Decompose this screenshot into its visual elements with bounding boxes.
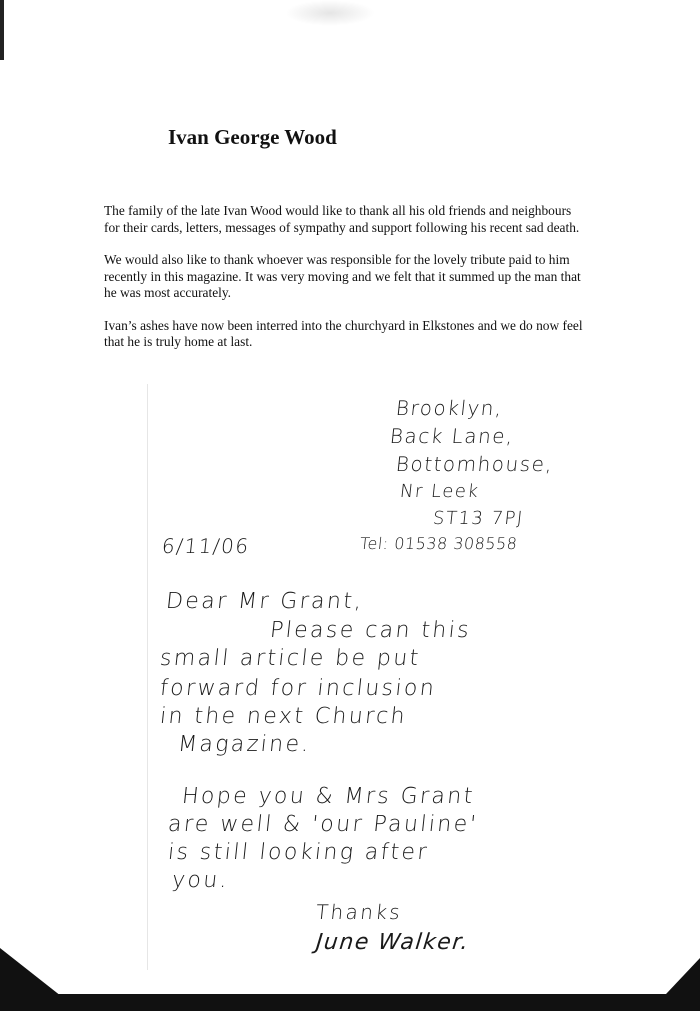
salutation: Dear Mr Grant, xyxy=(164,589,366,614)
letter-line: small article be put xyxy=(158,646,422,671)
article-paragraph: The family of the late Ivan Wood would like to thank all his old friends and neighbours for their cards, letters, messages of sympathy and support following his recent sad death. xyxy=(104,203,580,235)
thanks-line: Thanks xyxy=(314,900,404,924)
letter-line: in the next Church xyxy=(158,704,409,729)
address-line: Bottomhouse, xyxy=(394,452,555,476)
address-line: Brooklyn, xyxy=(394,396,505,420)
article-paragraph: Ivan’s ashes have now been interred into the churchyard in Elkstones and we do now feel that he is truly home at last. xyxy=(104,317,583,349)
closing-line: is still looking after xyxy=(166,840,431,865)
letter-date: 6/11/06 xyxy=(160,534,251,558)
closing-line: you. xyxy=(170,868,231,893)
signature: June Walker. xyxy=(314,930,471,955)
article-title: Ivan George Wood xyxy=(168,125,337,149)
letter-line: forward for inclusion xyxy=(158,676,438,701)
telephone: Tel: 01538 308558 xyxy=(359,534,519,553)
address-line: Nr Leek xyxy=(398,481,481,502)
address-line: Back Lane, xyxy=(388,424,516,448)
letter-line: Magazine. xyxy=(176,732,313,757)
handwritten-note xyxy=(148,384,576,970)
closing-line: are well & 'our Pauline' xyxy=(166,812,480,837)
scan-border xyxy=(0,994,700,1011)
closing-line: Hope you & Mrs Grant xyxy=(180,784,477,809)
scan-smudge xyxy=(285,0,375,26)
article-body xyxy=(104,203,584,367)
scan-edge xyxy=(0,0,4,60)
article-paragraph: We would also like to thank whoever was responsible for the lovely tribute paid to him recently in this magazine. It was very moving and we felt that it summed up the man that he was most accurately. xyxy=(104,252,581,300)
letter-line: Please can this xyxy=(268,618,473,643)
postcode: ST13 7PJ xyxy=(431,508,525,529)
